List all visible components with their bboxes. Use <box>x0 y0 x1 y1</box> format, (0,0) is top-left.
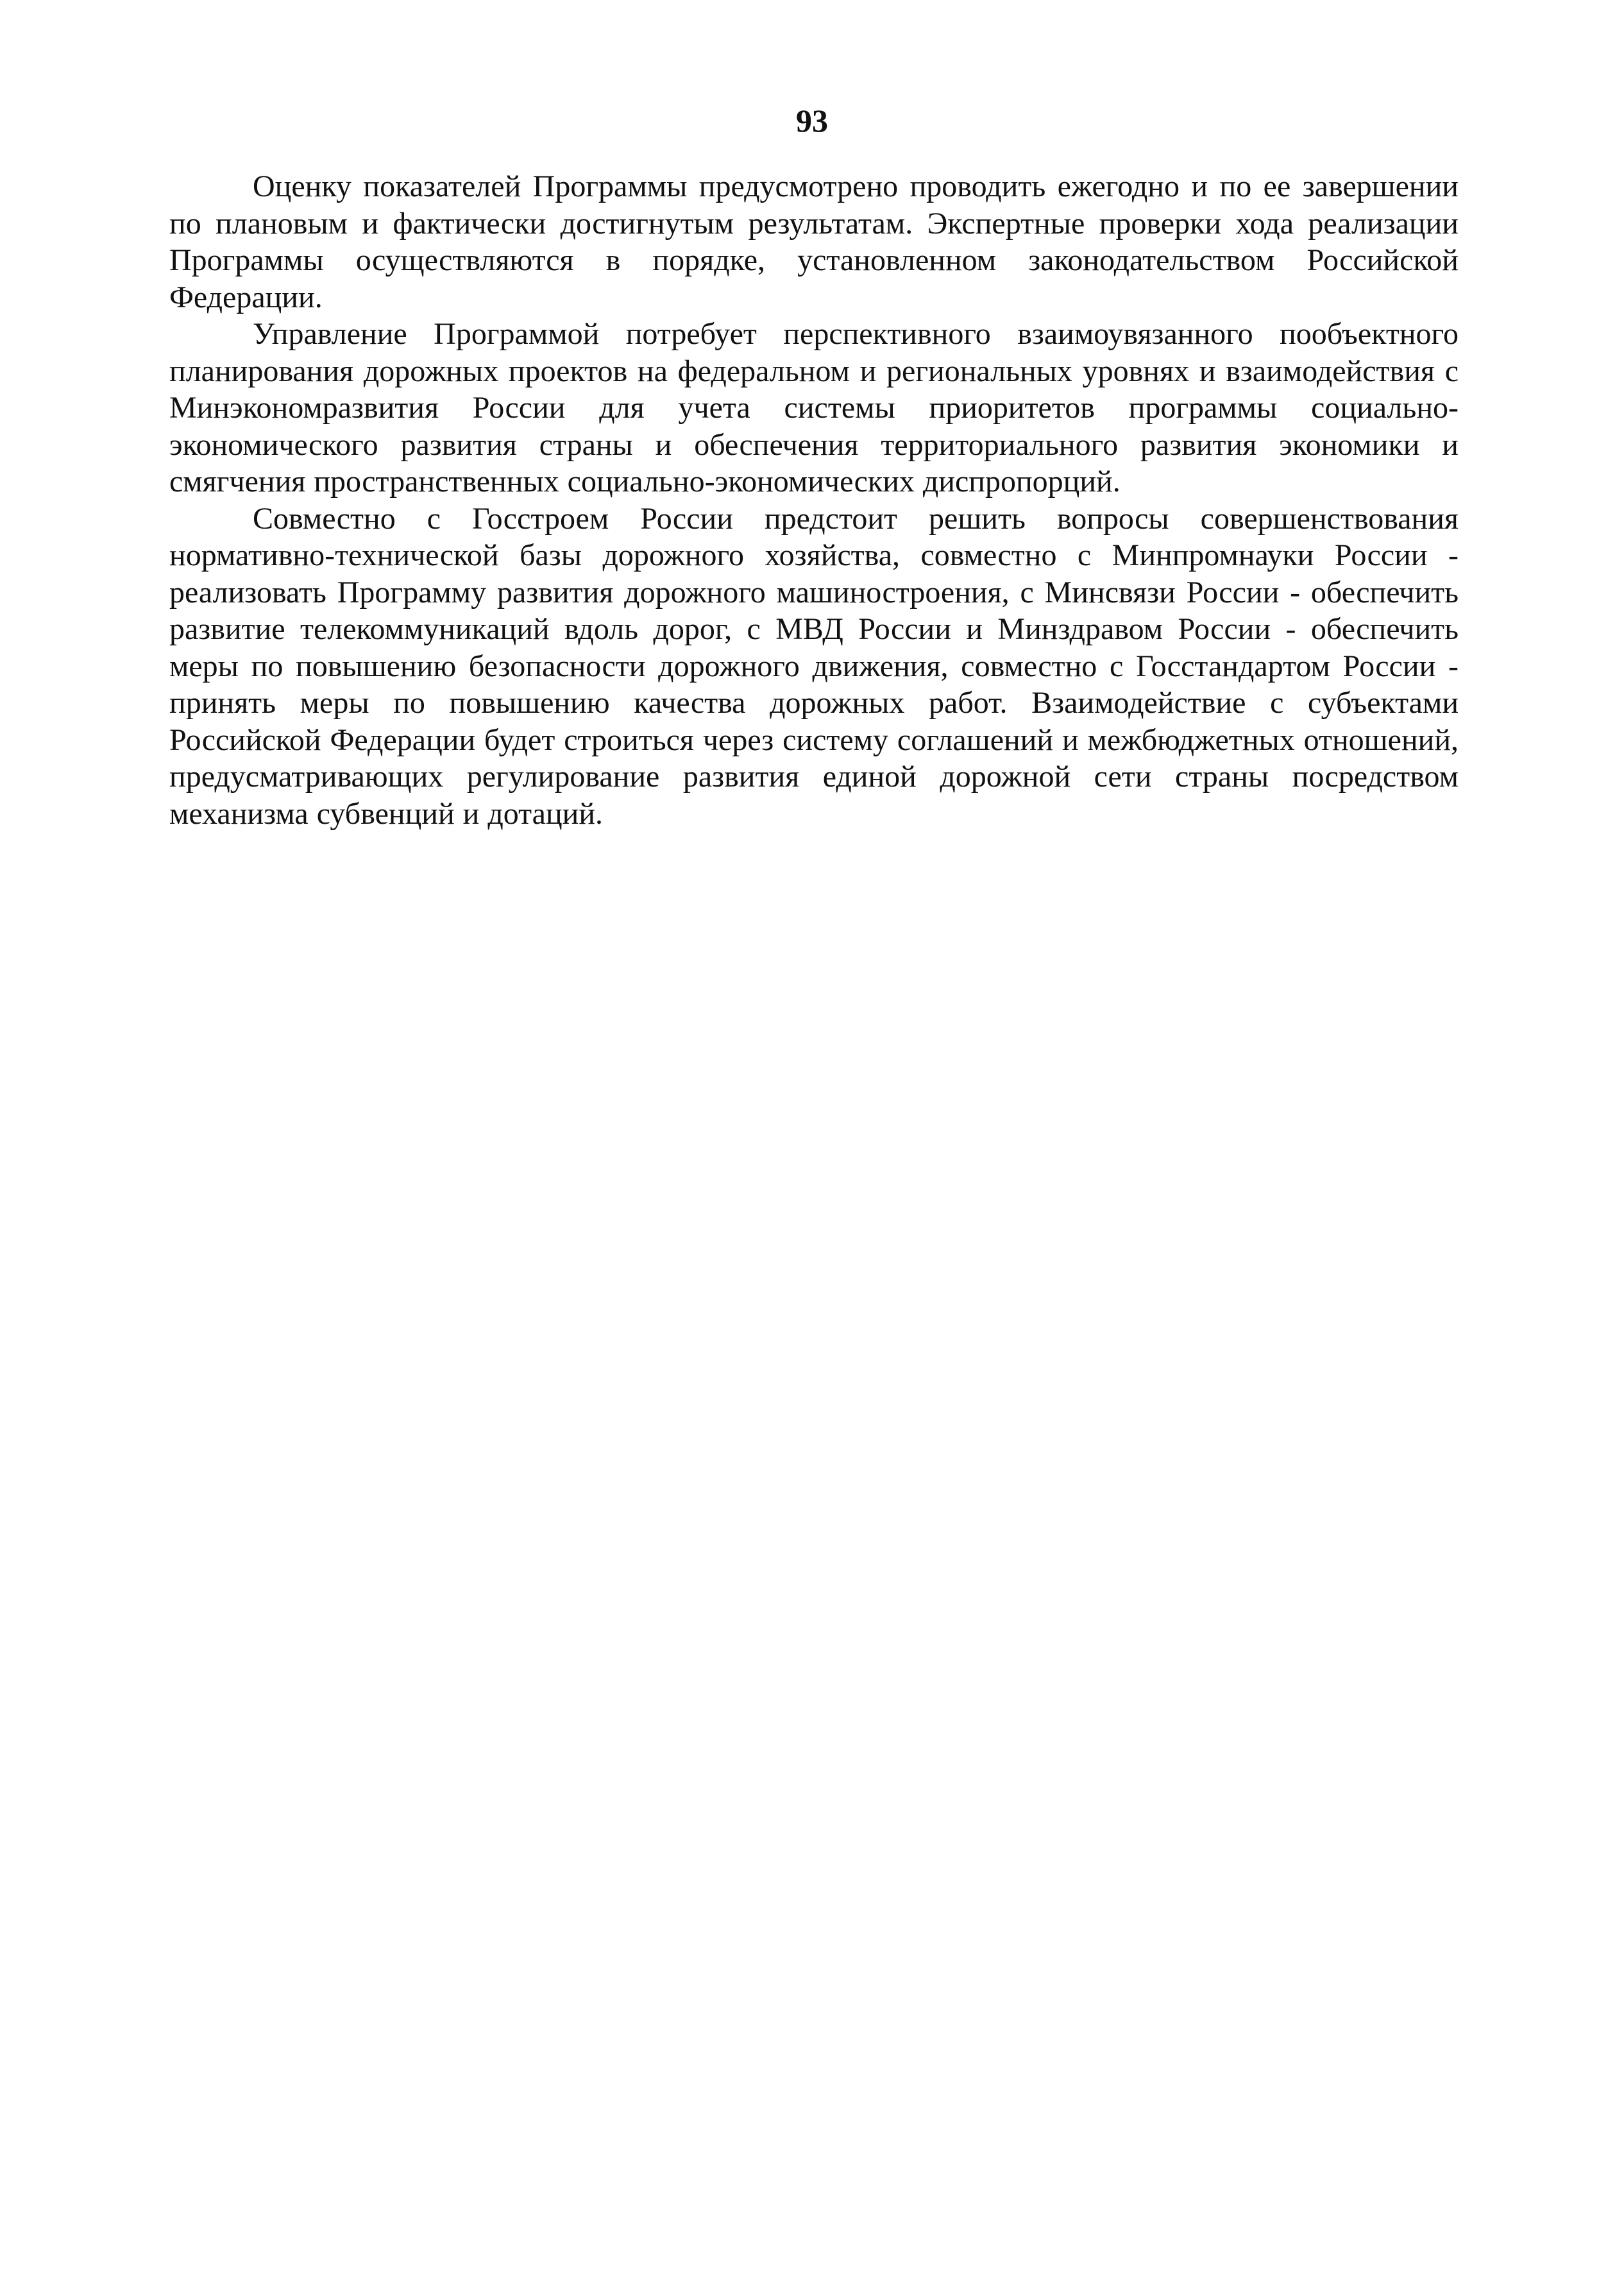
page-number: 93 <box>796 103 828 139</box>
paragraph-evaluation: Оценку показателей Программы предусмотрено проводить ежегодно и по ее завершении по плановым и фактически достигнутым результатам. Экспертные проверки хода реализации Программы осуществляются в порядке, установленном законодательством Российской Федерации. <box>169 169 1459 314</box>
paragraph-cooperation: Совместно с Госстроем России предстоит решить вопросы совершенствования нормативно-технической базы дорожного хозяйства, совместно с Минпромнауки России - реализовать Программу развития дорожного машиностроения, с Минсвязи России - обеспечить развитие телекоммуникаций вдоль дорог, с МВД России и Минздравом России - обеспечить меры по повышению безопасности дорожного движения, совместно с Госстандартом России - принять меры по повышению качества дорожных работ. Взаимодействие с субъектами Российской Федерации будет строиться через систему соглашений и межбюджетных отношений, предусматривающих регулирование развития единой дорожной сети страны посредством механизма субвенций и дотаций. <box>169 501 1459 831</box>
body-text <box>169 168 1459 832</box>
paragraph-management: Управление Программой потребует перспективного взаимоувязанного пообъектного планирования дорожных проектов на федеральном и региональных уровнях и взаимодействия с Минэкономразвития России для учета системы приоритетов программы социально-экономического развития страны и обеспечения территориального развития экономики и смягчения пространственных социально-экономических диспропорций. <box>169 317 1459 498</box>
